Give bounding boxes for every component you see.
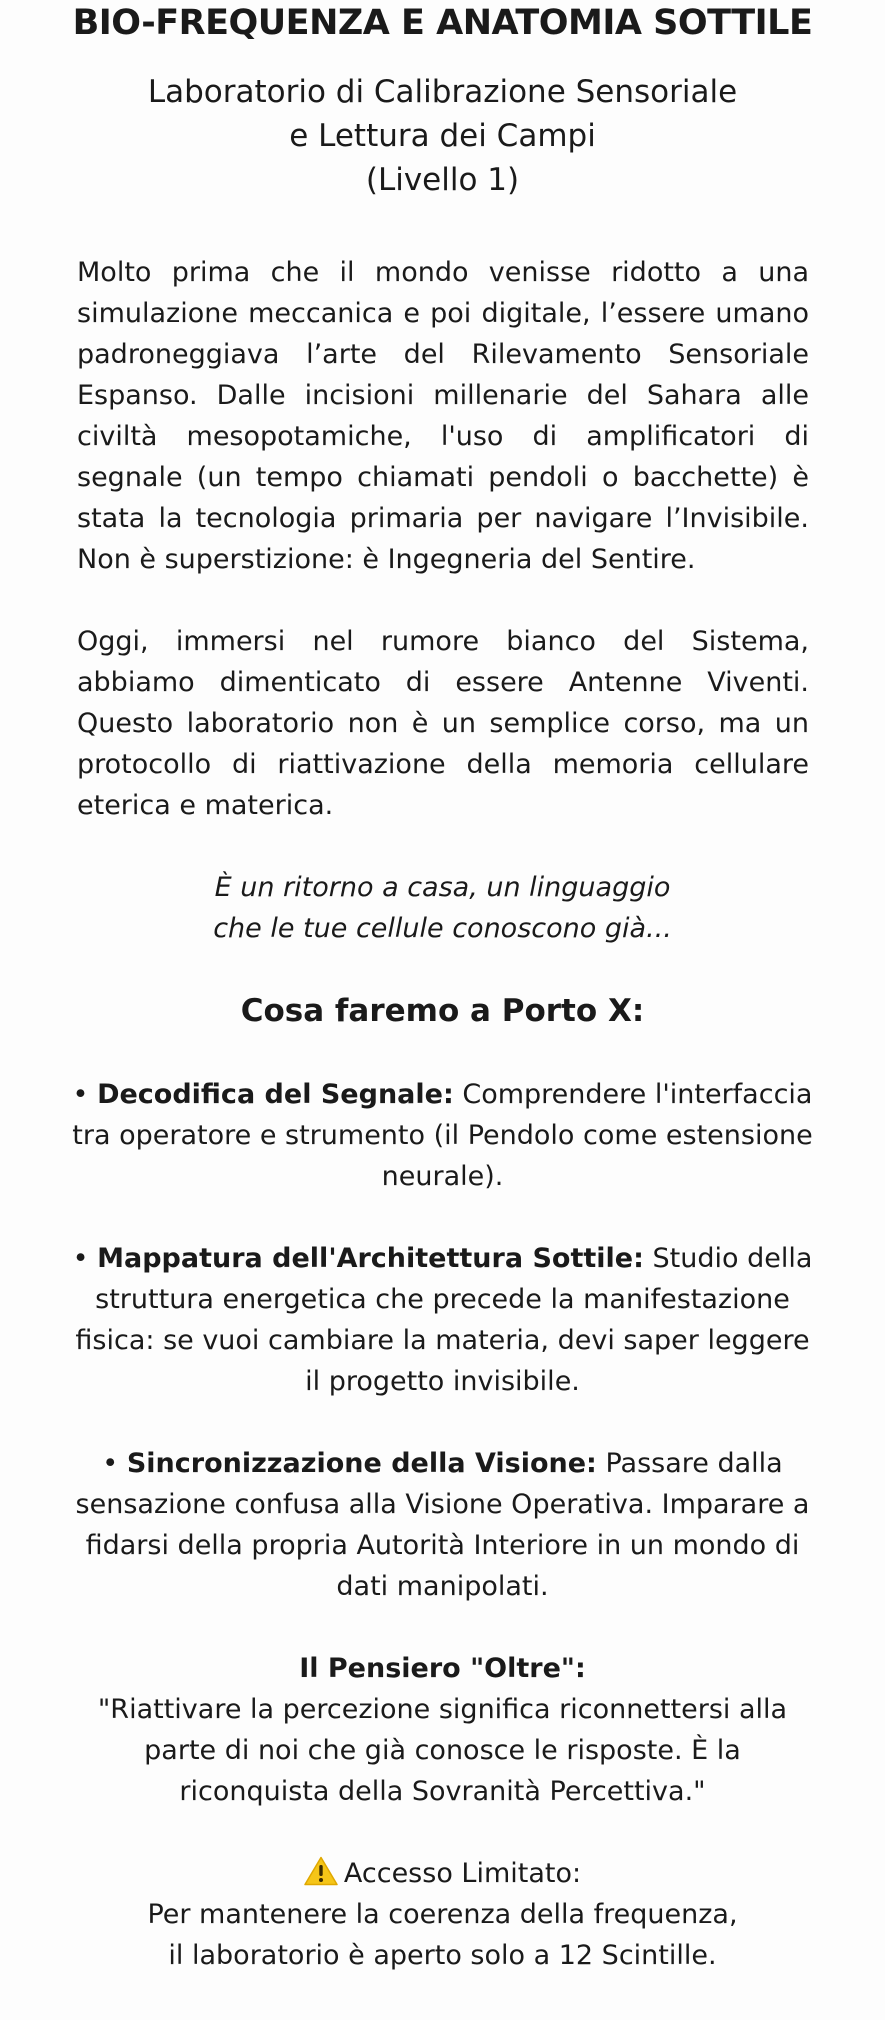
thought-title: Il Pensiero "Oltre": bbox=[299, 1653, 586, 1684]
access-title-line bbox=[0, 1853, 885, 1894]
thought-block bbox=[70, 1648, 815, 1812]
bullet-marker: • bbox=[72, 1079, 89, 1110]
italic-quote bbox=[0, 867, 885, 949]
bullet-label: Sincronizzazione della Visione: bbox=[126, 1448, 597, 1479]
section-heading: Cosa faremo a Porto X: bbox=[240, 993, 645, 1029]
bullet-item bbox=[70, 1443, 815, 1607]
quote-line: È un ritorno a casa, un linguaggio bbox=[214, 872, 671, 903]
bullet-label: Decodifica del Segnale: bbox=[97, 1079, 454, 1110]
subtitle-line: Laboratorio di Calibrazione Sensoriale bbox=[147, 74, 738, 110]
bullet-text: Passare dalla sensazione confusa alla Visione Operativa. Imparare a fidarsi della propria Autorità Interiore in un mondo di dati manipolati. bbox=[75, 1448, 810, 1602]
access-line: Per mantenere la coerenza della frequenza, bbox=[147, 1899, 738, 1930]
bullet-item bbox=[70, 1238, 815, 1402]
quote-line: che le tue cellule conoscono già... bbox=[213, 913, 672, 944]
warning-icon bbox=[304, 1856, 338, 1886]
access-title: Accesso Limitato: bbox=[343, 1858, 582, 1889]
bullet-text: Comprendere l'interfaccia tra operatore e strumento (il Pendolo come estensione neurale). bbox=[72, 1079, 813, 1192]
bullet-text: Studio della struttura energetica che precede la manifestazione fisica: se vuoi cambiare la materia, devi saper leggere il progetto invisibile. bbox=[75, 1243, 813, 1397]
second-paragraph: Oggi, immersi nel rumore bianco del Sistema, abbiamo dimenticato di essere Antenne Viventi. Questo laboratorio non è un semplice corso, ma un protocollo di riattivazione della memoria cellulare eterica e materica. bbox=[77, 626, 809, 821]
bullet-label: Mappatura dell'Architettura Sottile: bbox=[97, 1243, 644, 1274]
thought-text: "Riattivare la percezione significa riconnettersi alla parte di noi che già conosce le risposte. È la riconquista della Sovranità Percettiva." bbox=[97, 1694, 788, 1807]
access-line: il laboratorio è aperto solo a 12 Scintille. bbox=[168, 1940, 717, 1971]
access-block bbox=[0, 1853, 885, 1976]
subtitle-line: e Lettura dei Campi bbox=[289, 118, 596, 154]
document-subtitle bbox=[0, 70, 885, 202]
bullet-item bbox=[70, 1074, 815, 1197]
document-title: BIO-FREQUENZA E ANATOMIA SOTTILE bbox=[72, 3, 813, 43]
bullet-marker: • bbox=[102, 1448, 119, 1479]
subtitle-line: (Livello 1) bbox=[365, 162, 520, 198]
bullet-marker: • bbox=[72, 1243, 89, 1274]
intro-paragraph: Molto prima che il mondo venisse ridotto a una simulazione meccanica e poi digitale, l’essere umano padroneggiava l’arte del Rilevamento Sensoriale Espanso. Dalle incisioni millenarie del Sahara alle civiltà mesopotamiche, l'uso di amplificatori di segnale (un tempo chiamati pendoli o bacchette) è stata la tecnologia primaria per navigare l’Invisibile. Non è superstizione: è Ingegneria del Sentire. bbox=[77, 257, 809, 575]
